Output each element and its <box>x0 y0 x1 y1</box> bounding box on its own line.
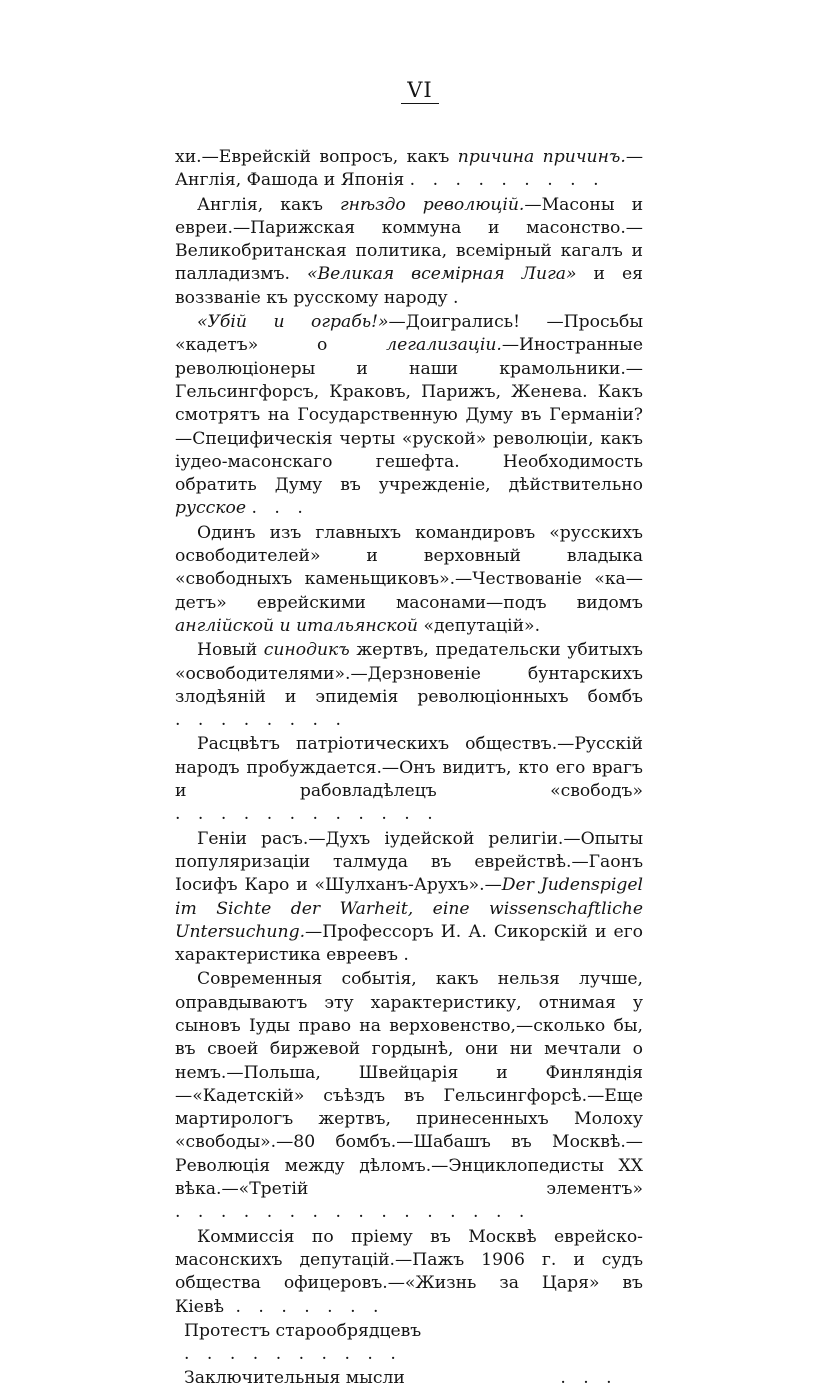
toc-entry: Новый синодикъ жертвъ, предательски убитыхъ «освободителями».—Дерзновеніе бунтарскихъ злодѣяній и эпидемія революціонныхъ бомбъ . . . . . . . . <box>175 640 643 731</box>
toc-entry: Заключительныя мысли . . . <box>184 1368 618 1389</box>
dot-leader: . . . . . . . . . <box>409 170 605 191</box>
toc-entry: «Убій и ограбь!»—Доигрались! —Просьбы «кадетъ» о легализаціи.—Иностранные революціонеры и наши крамольники.—Гельсингфорсъ, Краковъ, Парижъ, Женева. Какъ смотрятъ на Государственную Думу въ Германіи?—Специфическія черты «руской» революціи, какъ іудео-масонскаго гешефта. Необходимость обратить Думу въ учрежденіе, дѣйствительно русское . . . <box>175 312 644 519</box>
dot-leader: . <box>403 945 415 966</box>
toc-entry: хи.—Еврейскій вопросъ, какъ причина причинъ.—Англія, Фашода и Японія . . . . . . . . . <box>175 147 644 191</box>
toc-entry: Современныя событія, какъ нельзя лучше, оправдываютъ эту характеристику, отнимая у сыновъ Іуды право на верховенство,—сколько бы, въ своей биржевой гордынѣ, они ни мечтали о немъ.—Польша, Швейцарія и Финляндія —«Кадетскій» съѣздъ въ Гельсингфорсѣ.—Еще мартирологъ жертвъ, принесенныхъ Молоху «свободы».—80 бомбъ.—Шабашъ въ Москвѣ.—Революція между дѣломъ.—Энциклопедисты XX вѣка.—«Третій элементъ» . . . . . . . . . . . . . . . . <box>175 969 643 1223</box>
dot-leader: . <box>453 287 465 308</box>
toc-entry: Расцвѣтъ патріотическихъ обществъ.—Русскій народъ пробуждается.—Онъ видитъ, кто его врагъ и рабовладѣлецъ «свободъ» . . . . . . . . . . . . <box>175 734 643 825</box>
dot-leader: . . . <box>251 498 309 519</box>
toc-entry: Англія, какъ гнѣздо революцій.—Масоны и евреи.—Парижская коммуна и масонство.—Великобританская политика, всемірный кагалъ и палладизмъ. «Великая всемірная Лига» и ея воззваніе къ русскому народу . <box>175 194 644 308</box>
dot-leader: . . . . . . . <box>224 1296 385 1317</box>
dot-leader: . . . . . . . . . . . . . . . . <box>175 1202 531 1223</box>
dot-leader: . <box>534 615 547 636</box>
page-number: VI <box>0 78 840 104</box>
toc-entry: Коммиссія по пріему въ Москвѣ еврейско-масонскихъ депутацій.—Пажъ 1906 г. и судъ общества офицеровъ.—«Жизнь за Царя» въ Кіевѣ . . . . . . . <box>175 1226 643 1317</box>
toc-entry: Одинъ изъ главныхъ командировъ «русскихъ освободителей» и верховный владыка «свободныхъ каменьщиковъ».—Чествованіе «ка—детъ» еврейскими масонами—подъ видомъ англійской и итальянской «депутацій». <box>175 522 643 636</box>
dot-leader: . . . . . . . . . . <box>184 1344 402 1365</box>
toc-entry: Геніи расъ.—Духъ іудейской религіи.—Опыты популяризаціи талмуда въ еврействѣ.—Гаонъ Іосифъ Каро и «Шулханъ-Арухъ».—Der Judenspigel im Sichte der Warheit, eine wissenschaftliche Untersuchung.—Профессоръ И. А. Сикорскій и его характеристика евреевъ . <box>175 828 644 966</box>
table-of-contents <box>175 146 643 1392</box>
dot-leader: . . . <box>560 1368 618 1389</box>
toc-entry: Протестъ старообрядцевъ . . . . . . . . . . <box>184 1320 422 1365</box>
dot-leader: . . . . . . . . . . . . <box>175 804 439 825</box>
dot-leader: . . . . . . . . <box>175 710 347 731</box>
